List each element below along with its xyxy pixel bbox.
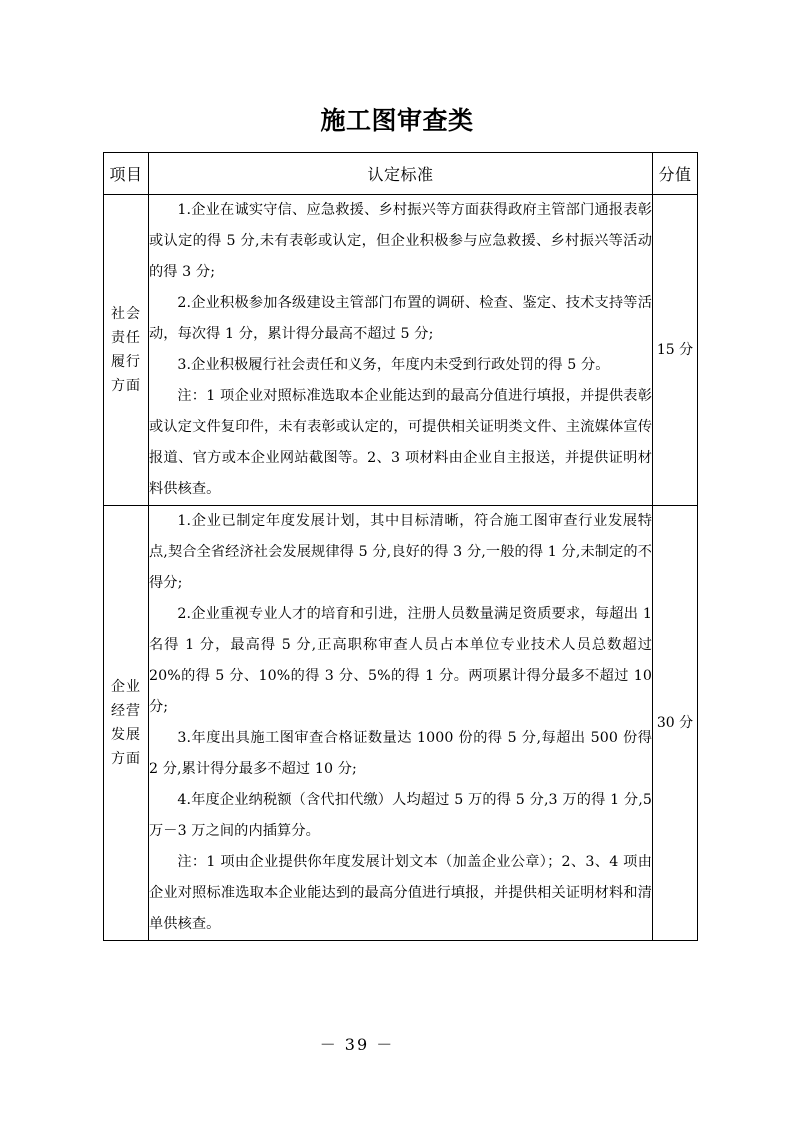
row-criteria-cell xyxy=(149,195,653,506)
criteria-paragraph: 1.企业已制定年度发展计划，其中目标清晰，符合施工图审查行业发展特点,契合全省经济社会发展规律得 5 分,良好的得 3 分,一般的得 1 分,未制定的不得分; xyxy=(149,513,652,591)
item-label-line: 方面 xyxy=(111,378,141,394)
page-title: 施工图审查类 xyxy=(320,106,474,135)
item-label-line: 社会 xyxy=(111,306,141,322)
page-number: － 39 － xyxy=(319,1035,395,1054)
evaluation-criteria-table xyxy=(103,152,698,941)
row-item-label xyxy=(104,506,149,941)
criteria-paragraph: 1.企业在诚实守信、应急救援、乡村振兴等方面获得政府主管部门通报表彰或认定的得 5 分,未有表彰或认定，但企业积极参与应急救援、乡村振兴等活动的得 3 分; xyxy=(149,202,652,280)
table-row xyxy=(104,195,698,506)
criteria-paragraph: 2.企业重视专业人才的培育和引进，注册人员数量满足资质要求，每超出 1 名得 1 分，最高得 5 分,正高职称审查人员占本单位专业技术人员总数超过 20%的得 5 分、10%的得 3 分、5%的得 1 分。两项累计得分最多不超过 10 分; xyxy=(149,606,652,715)
item-label-line: 企业 xyxy=(111,679,141,695)
criteria-paragraph: 2.企业积极参加各级建设主管部门布置的调研、检查、鉴定、技术支持等活动，每次得 1 分，累计得分最高不超过 5 分; xyxy=(149,295,652,342)
item-label-line: 履行 xyxy=(111,354,141,370)
row-criteria-cell xyxy=(149,506,653,941)
criteria-text-block xyxy=(149,506,652,940)
item-label-line: 经营 xyxy=(111,703,141,719)
item-label-line: 发展 xyxy=(111,727,141,743)
row-score-value: 30 分 xyxy=(653,506,698,941)
column-header-criteria: 认定标准 xyxy=(149,153,653,195)
criteria-text-block xyxy=(149,195,652,505)
column-header-score: 分值 xyxy=(653,153,698,195)
table-row xyxy=(104,506,698,941)
criteria-note-paragraph: 注：1 项由企业提供你年度发展计划文本（加盖企业公章）；2、3、4 项由企业对照标准选取本企业能达到的最高分值进行填报，并提供相关证明材料和清单供核查。 xyxy=(149,854,652,932)
item-label-line: 责任 xyxy=(111,330,141,346)
item-label-stack xyxy=(104,302,148,398)
criteria-paragraph: 3.年度出具施工图审查合格证数量达 1000 份的得 5 分,每超出 500 份得 2 分,累计得分最多不超过 10 分; xyxy=(149,730,652,777)
criteria-paragraph: 3.企业积极履行社会责任和义务，年度内未受到行政处罚的得 5 分。 xyxy=(177,357,610,373)
column-header-item: 项目 xyxy=(104,153,149,195)
item-label-stack xyxy=(104,675,148,771)
criteria-paragraph: 4.年度企业纳税额（含代扣代缴）人均超过 5 万的得 5 分,3 万的得 1 分,5 万－3 万之间的内插算分。 xyxy=(149,792,652,839)
row-item-label xyxy=(104,195,149,506)
table-header-row xyxy=(104,153,698,195)
row-score-value: 15 分 xyxy=(653,195,698,506)
item-label-line: 方面 xyxy=(111,751,141,767)
criteria-note-paragraph: 注：1 项企业对照标准选取本企业能达到的最高分值进行填报，并提供表彰或认定文件复印件，未有表彰或认定的，可提供相关证明类文件、主流媒体宣传报道、官方或本企业网站截图等。2、3 项材料由企业自主报送，并提供证明材料供核查。 xyxy=(149,388,652,497)
